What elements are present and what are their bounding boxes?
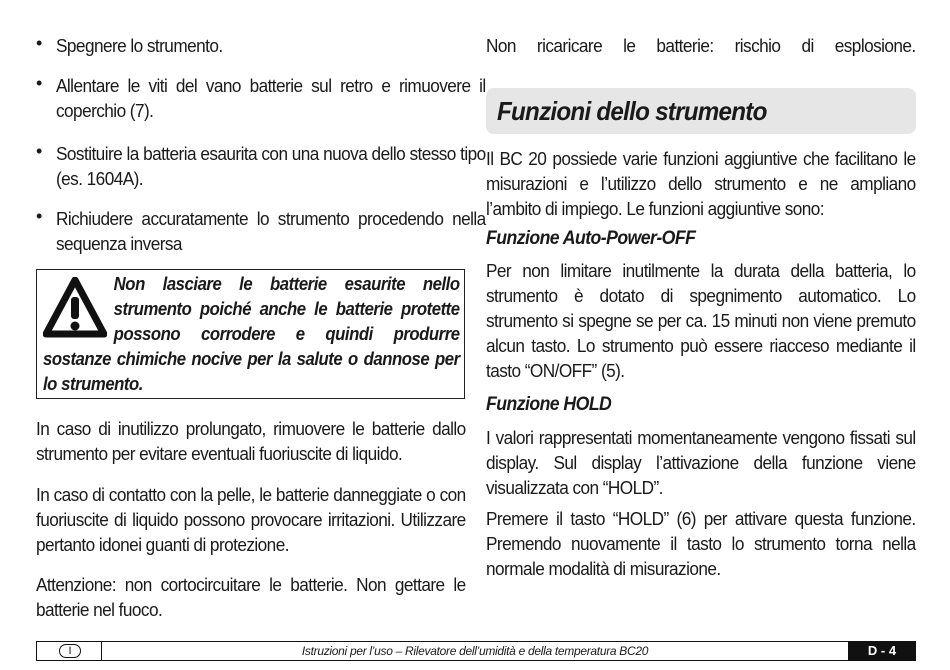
paragraph: Per non limitare inutilmente la durata della batteria, lo strumento è dotato di spegnimento automatico. Lo strumento si spegne se per ca. 15 minuti non viene premuto alcun tasto. Lo strumento può essere riacceso mediante il tasto “ON/OFF” (5). [486, 260, 916, 381]
footer-title: Istruzioni per l’uso – Rilevatore dell’umidità e della temperatura BC20 [102, 641, 848, 661]
paragraph: Il BC 20 possiede varie funzioni aggiuntive che facilitano le misurazioni e l’utilizzo dello strumento e ne ampliano l’ambito di impiego. Le funzioni aggiuntive sono: [486, 148, 916, 219]
warning-text [43, 272, 460, 397]
subheading: Funzione HOLD [486, 394, 612, 415]
footer-bar [36, 641, 916, 661]
subheading: Funzione Auto-Power-OFF [486, 228, 696, 249]
bullet-text: Allentare le viti del vano batterie sul retro e rimuovere il coperchio (7). [56, 75, 486, 121]
language-marker [36, 641, 102, 661]
bullet-text: Richiudere accuratamente lo strumento procedendo nella sequenza inversa [56, 208, 486, 254]
warning-box [36, 269, 465, 399]
bullet-icon: • [36, 33, 43, 53]
bullet-icon: • [36, 73, 43, 93]
paragraph: Non ricaricare le batterie: rischio di esplosione. [486, 35, 916, 56]
paragraph: I valori rappresentati momentaneamente vengono fissati sul display. Sul display l’attivazione della funzione viene visualizzata con “HOLD”. [486, 427, 916, 498]
bullet-text: Spegnere lo strumento. [56, 35, 223, 56]
paragraph: Attenzione: non cortocircuitare le batterie. Non gettare le batterie nel fuoco. [36, 574, 466, 620]
paragraph: In caso di inutilizzo prolungato, rimuovere le batterie dallo strumento per evitare eventuali fuoriuscite di liquido. [36, 418, 466, 464]
language-label: I [59, 644, 81, 658]
warning-text-content: Non lasciare le batterie esaurite nello strumento poiché anche le batterie protette possono corrodere e quindi produrre sostanze chimiche nocive per la salute o dannose per lo strumento. [43, 274, 460, 394]
bullet-icon: • [36, 141, 43, 161]
section-title: Funzioni dello strumento [497, 96, 767, 126]
bullet-text: Sostituire la batteria esaurita con una nuova dello stesso tipo (es. 1604A). [56, 143, 486, 189]
bullet-icon: • [36, 206, 43, 226]
paragraph: In caso di contatto con la pelle, le batterie danneggiate o con fuoriuscite di liquido possono provocare irritazioni. Utilizzare pertanto idonei guanti di protezione. [36, 484, 466, 555]
section-heading [486, 88, 916, 134]
page-number: D - 4 [867, 643, 897, 658]
paragraph: Premere il tasto “HOLD” (6) per attivare questa funzione. Premendo nuovamente il tasto lo strumento torna nella normale modalità di misurazione. [486, 508, 916, 579]
